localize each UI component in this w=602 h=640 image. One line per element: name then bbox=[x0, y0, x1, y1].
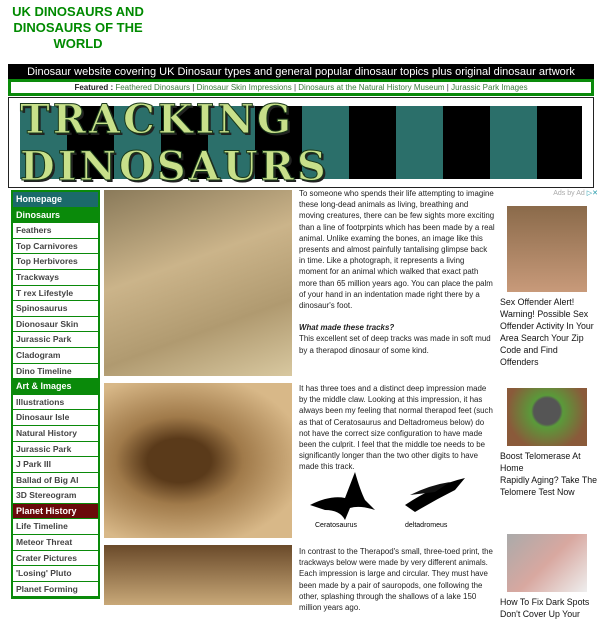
featured-label: Featured : bbox=[74, 83, 114, 92]
ad-column bbox=[500, 188, 598, 640]
banner-image bbox=[20, 95, 582, 190]
sidebar-item-meteor-threat[interactable]: Meteor Threat bbox=[13, 535, 98, 551]
sidebar-item-spinosaurus[interactable]: Spinosaurus bbox=[13, 301, 98, 317]
featured-bar: Featured : Feathered Dinosaurs | Dinosaur Skin Impressions | Dinosaurs at the Natural History Museum | Jurassic Park Images bbox=[8, 79, 594, 96]
sidebar-item-natural-history[interactable]: Natural History bbox=[13, 426, 98, 442]
ceratosaurus-label: Ceratosaurus bbox=[315, 522, 358, 529]
adchoices-icon[interactable]: ▷ bbox=[586, 190, 593, 197]
article-section bbox=[299, 188, 495, 356]
sidebar-item-jurassic-park[interactable]: Jurassic Park bbox=[13, 332, 98, 348]
sidebar-item-cladogram[interactable]: Cladogram bbox=[13, 348, 98, 364]
banner-box bbox=[8, 97, 594, 188]
sidebar-item-ballad-of-big-al[interactable]: Ballad of Big Al bbox=[13, 473, 98, 489]
featured-link[interactable]: Feathered Dinosaurs bbox=[115, 83, 191, 92]
footprint-photo bbox=[104, 383, 292, 538]
ad-body[interactable]: Warning! Possible Sex Offender Activity In Your Area Search Your Zip Code and Find Offenders bbox=[500, 309, 594, 367]
sidebar-item-top-carnivores[interactable]: Top Carnivores bbox=[13, 239, 98, 255]
close-icon[interactable]: ✕ bbox=[592, 190, 598, 197]
ad-item[interactable] bbox=[500, 206, 598, 368]
site-title[interactable]: UK DINOSAURS AND DINOSAURS OF THE WORLD bbox=[12, 4, 144, 51]
ad-title[interactable]: Boost Telomerase At Home bbox=[500, 451, 581, 473]
article-paragraph: It has three toes and a distinct deep impression made by the middle claw. Looking at this impression, it has always been my feeling that normal therapod feet (such as that of Ceratosaurus and Deltadromeus below) do not have the correct size configuration to have made been the culprit. I feel that the middle toe needs to be significantly longer than the two other digits to have made this track. bbox=[299, 384, 493, 472]
sidebar-item-dionosaur-skin[interactable]: Dionosaur Skin bbox=[13, 317, 98, 333]
sidebar-item-crater-pictures[interactable]: Crater Pictures bbox=[13, 551, 98, 567]
ads-by-label: Ads by Ad bbox=[553, 190, 585, 197]
featured-link[interactable]: Dinosaur Skin Impressions bbox=[196, 83, 292, 92]
sidebar-item-3d-stereogram[interactable]: 3D Stereogram bbox=[13, 488, 98, 504]
sidebar-item-top-herbivores[interactable]: Top Herbivores bbox=[13, 254, 98, 270]
sidebar-item-trackways[interactable]: Trackways bbox=[13, 270, 98, 286]
ad-title[interactable]: How To Fix Dark Spots bbox=[500, 597, 590, 607]
sidebar-item-dinosaurs[interactable]: Dinosaurs bbox=[13, 208, 98, 224]
sidebar-item-life-timeline[interactable]: Life Timeline bbox=[13, 519, 98, 535]
article-paragraph: To someone who spends their life attempting to imagine these long-dead animals as living, breathing and moving creatures, there can be few sights more exciting than a line of footprpints which has been made by a real animal. Unlike examing the bones, an image like this presents and almost painfully tantalising glimpse back in time. Like a photograph, it represents a living moment for an animal which walked that exact path more than 65 million years ago. You can place the palm of your hand in an indentation made right there by a dinosaur's foot. bbox=[299, 189, 495, 311]
sidebar-item-j-park-iii[interactable]: J Park III bbox=[13, 457, 98, 473]
ad-image[interactable] bbox=[507, 388, 587, 446]
sidebar-item-jurassic-park[interactable]: Jurassic Park bbox=[13, 442, 98, 458]
sidebar-item-art-images[interactable]: Art & Images bbox=[13, 379, 98, 395]
trackway-photo bbox=[104, 190, 292, 376]
featured-link[interactable]: Dinosaurs at the Natural History Museum bbox=[298, 83, 445, 92]
sauropod-track-photo bbox=[104, 545, 292, 605]
sidebar-item-t-rex-lifestyle[interactable]: T rex Lifestyle bbox=[13, 286, 98, 302]
ad-item[interactable] bbox=[500, 388, 598, 498]
ad-image[interactable] bbox=[507, 206, 587, 292]
ad-item[interactable] bbox=[500, 534, 598, 620]
article-paragraph: In contrast to the Therapod's small, three-toed print, the trackways below were made by very different animals. Each impression is large and circular. They must have been made by a pair of sauropods, one following the other, splashing through the shallows of a lake 150 million years ago. bbox=[299, 547, 493, 613]
sidebar-item-feathers[interactable]: Feathers bbox=[13, 223, 98, 239]
article-subheading: What made these tracks? bbox=[299, 323, 395, 333]
sidebar-item-dinosaur-isle[interactable]: Dinosaur Isle bbox=[13, 410, 98, 426]
sidebar-item-illustrations[interactable]: Illustrations bbox=[13, 395, 98, 411]
foot-illustrations bbox=[305, 470, 485, 530]
ad-body[interactable]: Rapidly Aging? Take The Telomere Test Now bbox=[500, 475, 597, 497]
sidebar-item-planet-history[interactable]: Planet History bbox=[13, 504, 98, 520]
deltadromeus-label: deltadromeus bbox=[405, 522, 448, 529]
banner-text: TRACKING DINOSAURS bbox=[20, 95, 329, 190]
article-paragraph: This excellent set of deep tracks was made in soft mud by a therapod dinosaur of some kind. bbox=[299, 334, 491, 355]
ad-image[interactable] bbox=[507, 534, 587, 592]
featured-link[interactable]: Jurassic Park Images bbox=[451, 83, 528, 92]
tagline-bar: Dinosaur website covering UK Dinosaur types and general popular dinosaur topics plus original dinosaur artwork bbox=[8, 64, 594, 80]
ad-title[interactable]: Sex Offender Alert! bbox=[500, 297, 575, 307]
sidebar-item-dino-timeline[interactable]: Dino Timeline bbox=[13, 364, 98, 380]
sidebar-item-losing-pluto[interactable]: 'Losing' Pluto bbox=[13, 566, 98, 582]
sidebar-item-homepage[interactable]: Homepage bbox=[13, 192, 98, 208]
sidebar-item-planet-forming[interactable]: Planet Forming bbox=[13, 582, 98, 598]
ad-body[interactable]: Don't Cover Up Your bbox=[500, 609, 580, 619]
sidebar-nav bbox=[11, 190, 100, 599]
